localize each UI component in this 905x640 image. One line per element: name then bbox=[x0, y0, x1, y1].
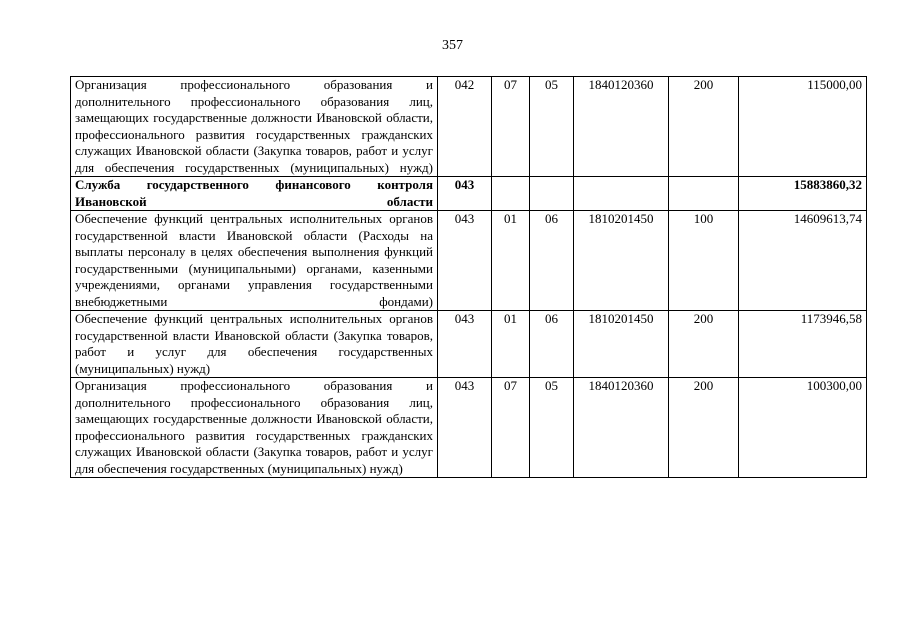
row-name-cell: Организация профессионального образования и дополнительного профессионального образования лиц, замещающих государственные должности Ивановской области, профессионального развития государственных гражданских служащих Ивановской области (Закупка товаров, работ и услуг для обеспечения государственных (муниципальных) нужд) bbox=[71, 77, 438, 177]
expense-type-cell bbox=[669, 177, 739, 211]
subsection-code-cell: 05 bbox=[530, 77, 574, 177]
expense-type-cell: 200 bbox=[669, 378, 739, 478]
amount-cell: 115000,00 bbox=[739, 77, 867, 177]
target-code-cell bbox=[574, 177, 669, 211]
page-number: 357 bbox=[442, 38, 463, 53]
row-name-cell: Организация профессионального образования и дополнительного профессионального образования лиц, замещающих государственные должности Ивановской области, профессионального развития государственных гражданских служащих Ивановской области (Закупка товаров, работ и услуг для обеспечения государственных (муниципальных) нужд) bbox=[71, 378, 438, 478]
ministry-code-cell: 043 bbox=[438, 177, 492, 211]
subsection-code-cell: 05 bbox=[530, 378, 574, 478]
row-name-cell: Служба государственного финансового контроля Ивановской области bbox=[71, 177, 438, 211]
expense-type-cell: 200 bbox=[669, 311, 739, 378]
section-code-cell: 01 bbox=[492, 211, 530, 311]
expense-type-cell: 100 bbox=[669, 211, 739, 311]
ministry-code-cell: 043 bbox=[438, 311, 492, 378]
table-row-header bbox=[71, 177, 867, 211]
subsection-code-cell: 06 bbox=[530, 211, 574, 311]
section-code-cell bbox=[492, 177, 530, 211]
section-code-cell: 07 bbox=[492, 77, 530, 177]
amount-cell: 14609613,74 bbox=[739, 211, 867, 311]
table-row bbox=[71, 211, 867, 311]
row-name-cell: Обеспечение функций центральных исполнительных органов государственной власти Ивановской области (Закупка товаров, работ и услуг для обеспечения государственных (муниципальных) нужд) bbox=[71, 311, 438, 378]
ministry-code-cell: 043 bbox=[438, 211, 492, 311]
target-code-cell: 1810201450 bbox=[574, 311, 669, 378]
section-code-cell: 07 bbox=[492, 378, 530, 478]
subsection-code-cell bbox=[530, 177, 574, 211]
amount-cell: 15883860,32 bbox=[739, 177, 867, 211]
table-row bbox=[71, 77, 867, 177]
table-row bbox=[71, 378, 867, 478]
budget-table bbox=[70, 76, 867, 478]
target-code-cell: 1840120360 bbox=[574, 77, 669, 177]
amount-cell: 1173946,58 bbox=[739, 311, 867, 378]
target-code-cell: 1810201450 bbox=[574, 211, 669, 311]
target-code-cell: 1840120360 bbox=[574, 378, 669, 478]
ministry-code-cell: 043 bbox=[438, 378, 492, 478]
table-row bbox=[71, 311, 867, 378]
expense-type-cell: 200 bbox=[669, 77, 739, 177]
amount-cell: 100300,00 bbox=[739, 378, 867, 478]
row-name-cell: Обеспечение функций центральных исполнительных органов государственной власти Ивановской области (Расходы на выплаты персоналу в целях обеспечения выполнения функций государственными (муниципальными) органами, казенными учреждениями, органами управления государственными внебюджетными фондами) bbox=[71, 211, 438, 311]
subsection-code-cell: 06 bbox=[530, 311, 574, 378]
section-code-cell: 01 bbox=[492, 311, 530, 378]
ministry-code-cell: 042 bbox=[438, 77, 492, 177]
